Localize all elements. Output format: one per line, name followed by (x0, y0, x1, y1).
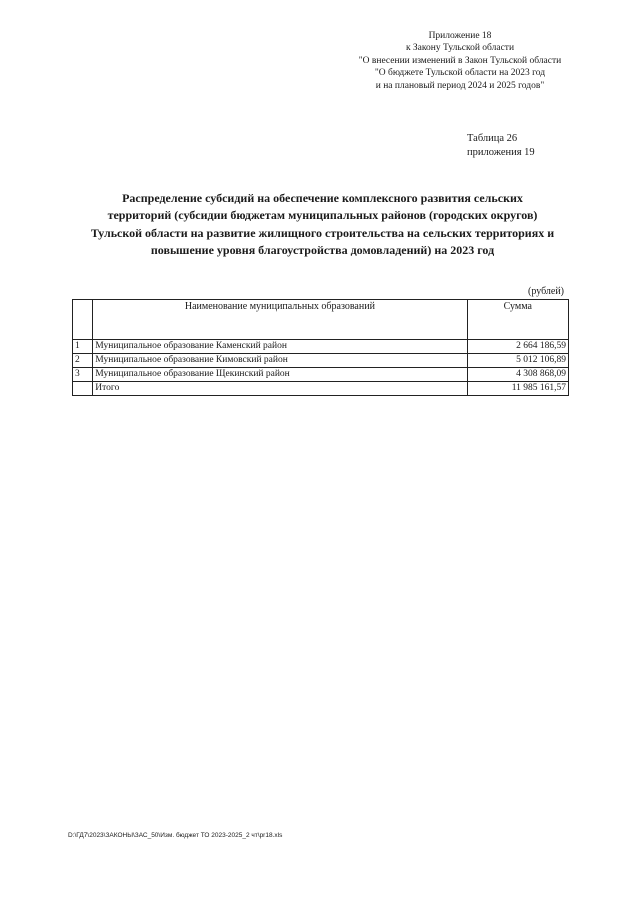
table-header-row (73, 300, 569, 340)
total-sum: 11 985 161,57 (467, 382, 568, 396)
total-row (73, 382, 569, 396)
row-sum: 2 664 186,59 (467, 340, 568, 354)
appendix-header (340, 30, 580, 92)
table-number: Таблица 26 (467, 133, 518, 144)
file-path-footer: D:\ГД7\2023\ЗАКОНЫ\ЗАС_50\Изм. бюджет ТО 2023-2025_2 чт\pr18.xls (68, 832, 283, 839)
document-title (55, 190, 590, 259)
units-label: (рублей) (528, 286, 565, 297)
header-line-1: Приложение 18 (428, 31, 492, 41)
appendix-reference: приложения 19 (467, 147, 535, 158)
header-number (73, 300, 93, 340)
row-sum: 4 308 868,09 (467, 368, 568, 382)
title-line-1: Распределение субсидий на обеспечение комплексного развития сельских (122, 191, 523, 205)
row-municipality-name: Муниципальное образование Щекинский район (93, 368, 467, 382)
row-number (73, 382, 93, 396)
header-line-2: к Закону Тульской области (405, 43, 515, 54)
total-label: Итого (93, 382, 467, 396)
header-municipality-name: Наименование муниципальных образований (93, 300, 467, 340)
row-sum: 5 012 106,89 (467, 354, 568, 368)
table-row (73, 354, 569, 368)
title-line-2: территорий (субсидии бюджетам муниципальных районов (городских округов) (107, 208, 538, 223)
table-reference (467, 132, 535, 160)
row-municipality-name: Муниципальное образование Каменский район (93, 340, 467, 354)
title-line-4: повышение уровня благоустройства домовладений) на 2023 год (150, 242, 495, 257)
header-line-4: "О бюджете Тульской области на 2023 год (374, 68, 546, 79)
header-line-5: и на плановый период 2024 и 2025 годов" (375, 80, 545, 91)
table-row (73, 340, 569, 354)
header-sum: Сумма (467, 300, 568, 340)
subsidy-distribution-table (72, 299, 569, 396)
row-municipality-name: Муниципальное образование Кимовский район (93, 354, 467, 368)
table-row (73, 368, 569, 382)
header-line-3: "О внесении изменений в Закон Тульской области (358, 55, 562, 66)
row-number: 3 (73, 368, 93, 382)
row-number: 1 (73, 340, 93, 354)
title-line-3: Тульской области на развитие жилищного строительства на сельских территориях и (90, 225, 555, 240)
row-number: 2 (73, 354, 93, 368)
